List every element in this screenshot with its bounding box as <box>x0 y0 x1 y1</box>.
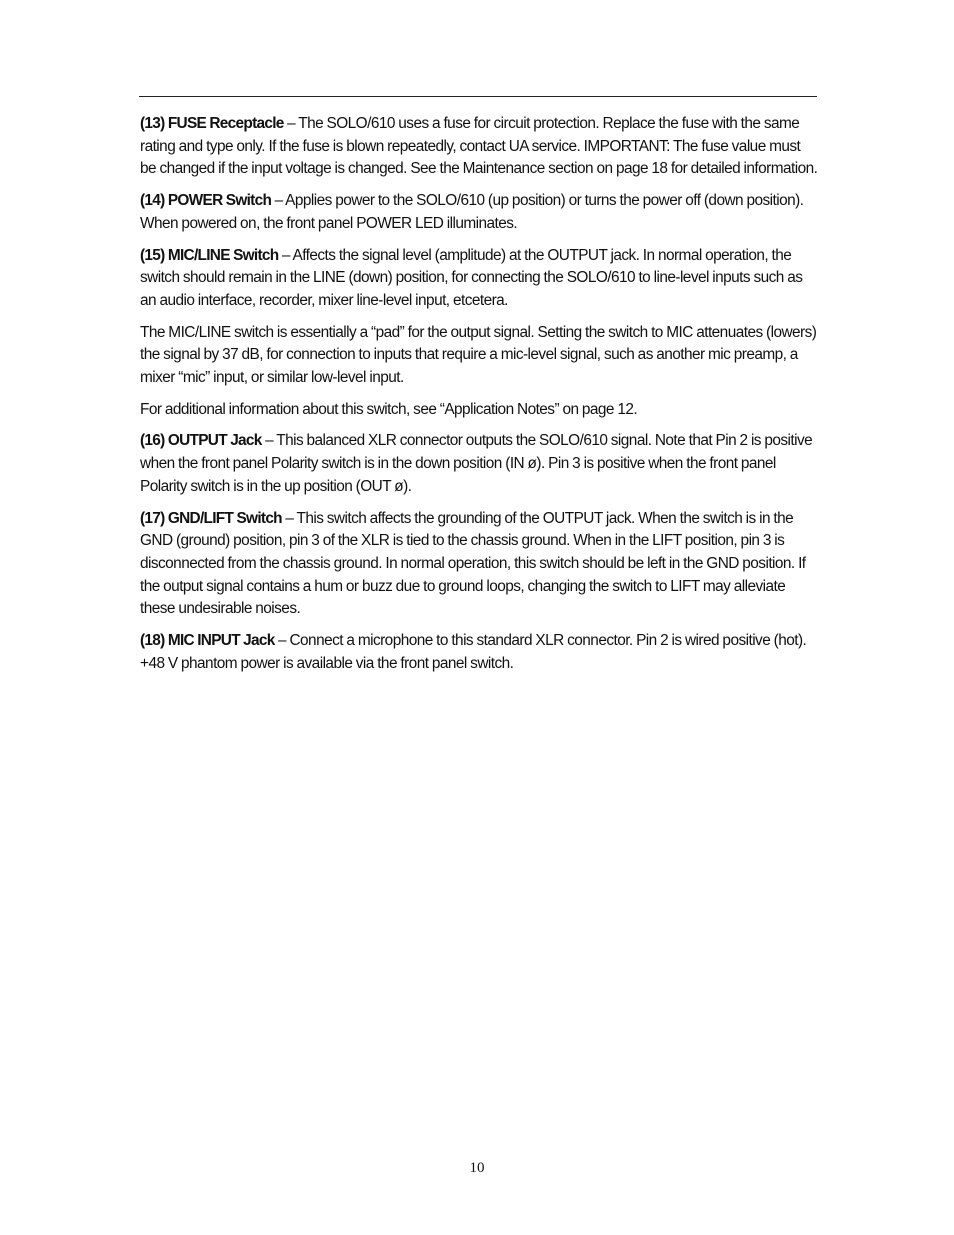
header-rule <box>139 96 817 97</box>
paragraph-power-switch <box>140 190 818 235</box>
term-output-jack: (16) OUTPUT Jack <box>140 432 262 450</box>
paragraph-fuse-receptacle <box>140 113 818 181</box>
text-application-notes: For additional information about this switch, see “Application Notes” on page 12. <box>140 400 638 418</box>
paragraph-mic-line-pad <box>140 322 818 390</box>
text-power-switch: – Applies power to the SOLO/610 (up position) or turns the power off (down position). When powered on, the front panel POWER LED illuminates. <box>140 192 804 232</box>
text-gnd-lift-switch: – This switch affects the grounding of the OUTPUT jack. When the switch is in the GND (ground) position, pin 3 of the XLR is tied to the chassis ground. When in the LIFT position, pin 3 is disconnected from the chassis ground. In normal operation, this switch should be left in the GND position. If the output signal contains a hum or buzz due to ground loops, changing the switch to LIFT may alleviate these undesirable noises. <box>140 509 806 618</box>
paragraph-mic-input-jack <box>140 630 818 675</box>
paragraph-gnd-lift-switch <box>140 508 818 622</box>
paragraph-mic-line-switch <box>140 245 818 313</box>
paragraph-application-notes <box>140 399 818 422</box>
text-mic-line-pad: The MIC/LINE switch is essentially a “pad” for the output signal. Setting the switch to MIC attenuates (lowers) the signal by 37 dB, for connection to inputs that require a mic-level signal, such as another mic preamp, a mixer “mic” input, or similar low-level input. <box>140 323 817 387</box>
term-power-switch: (14) POWER Switch <box>140 192 272 210</box>
page-body <box>140 113 818 684</box>
page-number: 10 <box>469 1160 485 1176</box>
text-mic-line-switch: – Affects the signal level (amplitude) at the OUTPUT jack. In normal operation, the switch should remain in the LINE (down) position, for connecting the SOLO/610 to line-level inputs such as an audio interface, recorder, mixer line-level input, etcetera. <box>140 246 803 309</box>
text-mic-input-jack: – Connect a microphone to this standard XLR connector. Pin 2 is wired positive (hot). +48 V phantom power is available via the front panel switch. <box>140 632 807 672</box>
text-output-jack: – This balanced XLR connector outputs the SOLO/610 signal. Note that Pin 2 is positive when the front panel Polarity switch is in the down position (IN ø). Pin 3 is positive when the front panel Polarity switch is in the up position (OUT ø). <box>140 432 813 495</box>
paragraph-output-jack <box>140 430 818 498</box>
term-mic-input-jack: (18) MIC INPUT Jack <box>140 632 275 650</box>
term-fuse-receptacle: (13) FUSE Receptacle <box>140 115 284 132</box>
term-gnd-lift-switch: (17) GND/LIFT Switch <box>140 509 282 527</box>
term-mic-line-switch: (15) MIC/LINE Switch <box>140 246 279 264</box>
text-fuse-receptacle: – The SOLO/610 uses a fuse for circuit protection. Replace the fuse with the same rating and type only. If the fuse is blown repeatedly, contact UA service. IMPORTANT: The fuse value must be changed if the input voltage is changed. See the Maintenance section on page 18 for detailed information. <box>140 115 818 178</box>
